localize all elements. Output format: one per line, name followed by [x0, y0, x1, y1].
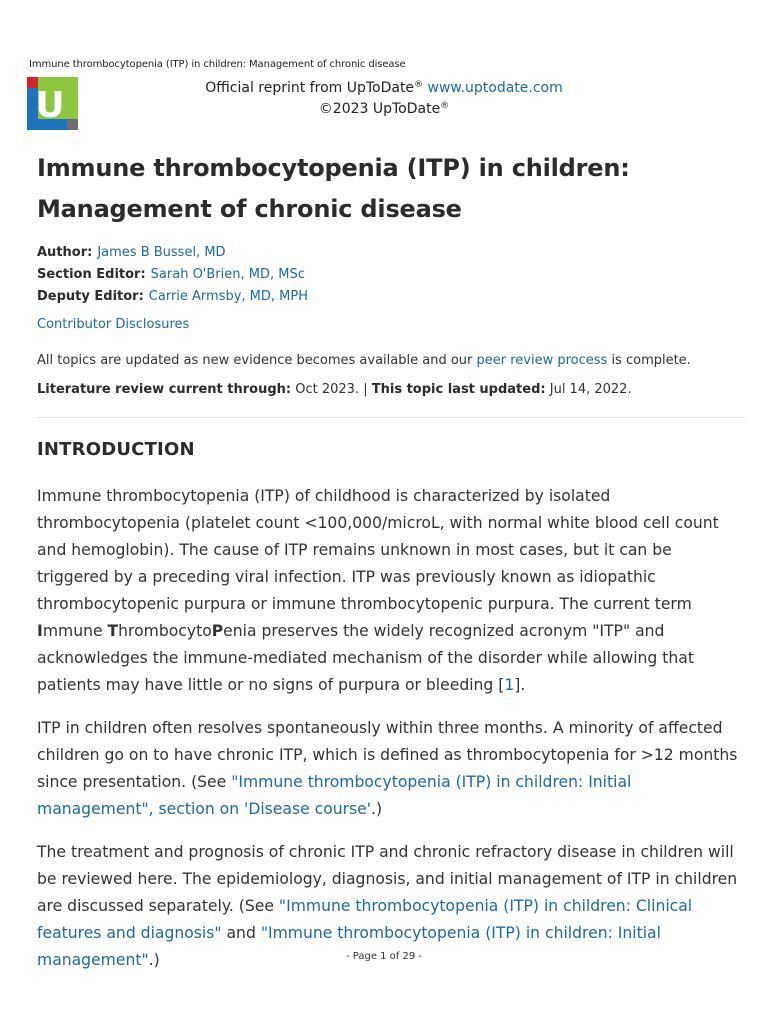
intro-paragraph-1: Immune thrombocytopenia (ITP) of childhood is characterized by isolated thrombocytopenia (platelet count <100,000/microL, with normal white blood cell count and hemoglobin). The cause of ITP remains unknown in most cases, but it can be triggered by a preceding viral infection. ITP was previously known as idiopathic thrombocytopenic purpura or immune thrombocytopenic purpura. The current term Immune ThrombocytoPenia preserves the widely recognized acronym "ITP" and acknowledges the immune-mediated mechanism of the disorder while allowing that patients may have little or no signs of purpura or bleeding [1]. — [37, 487, 719, 694]
reprint-line — [0, 78, 768, 99]
deputy-editor-label: Deputy Editor: — [37, 289, 144, 304]
article-title — [37, 148, 745, 230]
reprint-notice — [0, 78, 768, 120]
review-dates — [37, 381, 745, 399]
peer-review-process-link[interactable]: peer review process — [476, 353, 608, 368]
author-label: Author: — [37, 245, 93, 260]
author-link[interactable]: James B Bussel, MD — [97, 245, 226, 260]
intro-paragraph-2: ITP in children often resolves spontaneously within three months. A minority of affected children go on to have chronic ITP, which is defined as thrombocytopenia for >12 months since presentation. (See "Immune thrombocytopenia (ITP) in children: Initial management", section on 'Disease course'.) — [37, 719, 738, 818]
uptodate-website-link[interactable]: www.uptodate.com — [427, 80, 563, 96]
title-line-2: Management of chronic disease — [37, 195, 462, 223]
section-divider — [37, 417, 745, 418]
page-number-footer: - Page 1 of 29 - — [345, 951, 423, 962]
article-content — [37, 148, 745, 974]
clinical-features-diagnosis-link[interactable]: "Immune thrombocytopenia (ITP) in children: Clinical features and diagnosis" — [37, 897, 693, 942]
literature-review-label: Literature review current through: — [37, 382, 292, 397]
contributor-disclosures-link[interactable]: Contributor Disclosures — [37, 317, 190, 332]
intro-paragraph-3: The treatment and prognosis of chronic ITP and chronic refractory disease in children will be reviewed here. The epidemiology, diagnosis, and initial management of ITP in children are discussed separately. (See "Immune thrombocytopenia (ITP) in children: Clinical features and diagnosis" and "Immune thrombocytopenia (ITP) in children: Initial management".) — [37, 843, 738, 969]
section-editor-row — [37, 264, 745, 286]
contributors — [37, 242, 745, 308]
copyright-text: ©2023 UpToDate — [318, 101, 441, 117]
initial-management-link[interactable]: "Immune thrombocytopenia (ITP) in children: Initial management" — [37, 924, 661, 969]
reprint-prefix: Official reprint from UpToDate — [205, 80, 415, 96]
copyright-line — [0, 99, 768, 120]
review-separator: | — [359, 382, 372, 397]
update-note-text: All topics are updated as new evidence becomes available and our — [37, 353, 477, 368]
title-line-1: Immune thrombocytopenia (ITP) in children: — [37, 154, 630, 182]
section-editor-label: Section Editor: — [37, 267, 146, 282]
logo-gray-square — [67, 119, 78, 130]
initial-management-disease-course-link[interactable]: "Immune thrombocytopenia (ITP) in children: Initial management", section on 'Disease course' — [37, 773, 632, 818]
last-updated-label: This topic last updated: — [371, 382, 546, 397]
last-updated-date: Jul 14, 2022. — [545, 382, 632, 397]
deputy-editor-row — [37, 286, 745, 308]
deputy-editor-link[interactable]: Carrie Armsby, MD, MPH — [148, 289, 309, 304]
reference-link-1[interactable]: 1 — [504, 676, 515, 694]
update-policy-note — [37, 352, 745, 370]
logo-letter: U — [35, 85, 65, 126]
literature-review-date: Oct 2023. — [291, 382, 360, 397]
copyright-registered-mark: ® — [440, 101, 450, 111]
section-heading-introduction: INTRODUCTION — [37, 439, 195, 460]
update-note-text-end: is complete. — [607, 353, 691, 368]
running-header: Immune thrombocytopenia (ITP) in children: Management of chronic disease — [29, 59, 406, 70]
author-row — [37, 242, 745, 264]
section-editor-link[interactable]: Sarah O'Brien, MD, MSc — [150, 267, 305, 282]
registered-mark: ® — [414, 80, 424, 90]
